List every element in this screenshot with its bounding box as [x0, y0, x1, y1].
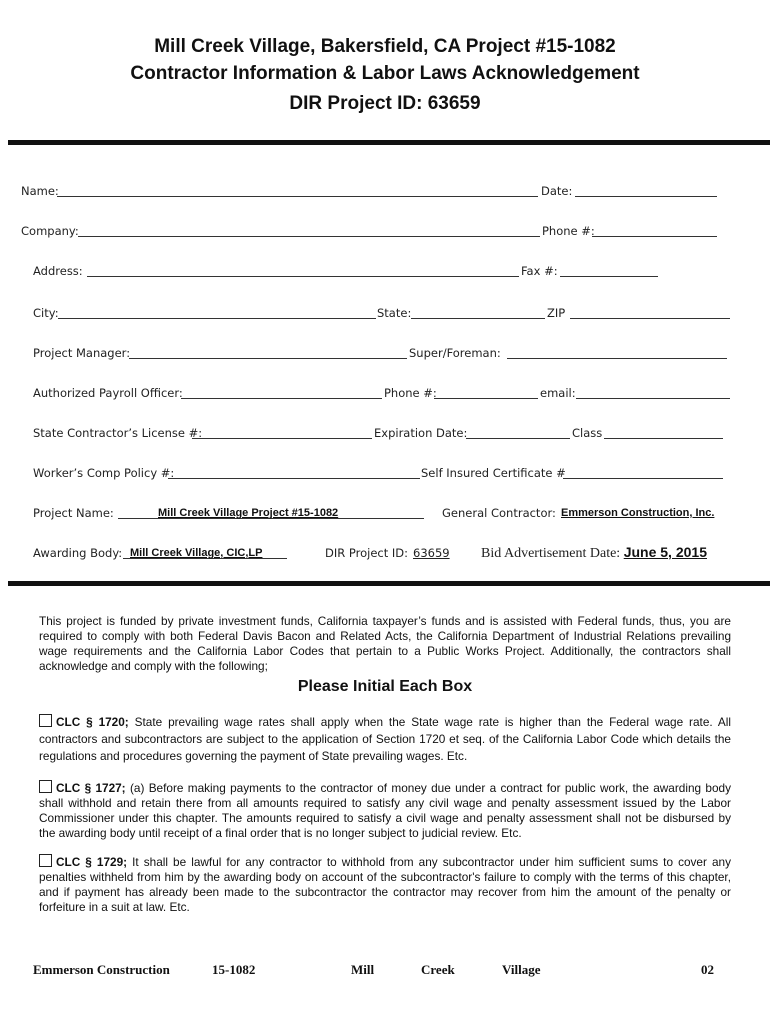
address-field[interactable] [87, 264, 519, 277]
top-divider [8, 140, 770, 145]
clc-1727-label: CLC § 1727; [56, 781, 126, 795]
email-field[interactable] [576, 386, 730, 399]
clc-1727-text: (a) Before making payments to the contractor of money due under a contract for public work, the awarding body shall withhold and retain there from all amounts required to satisfy any civil wage and penalty assessment issued by the Labor Commissioner under this chapter. The amounts required to satisfy a civil wage and penalty assessment shall not be disbursed by the awarding body until receipt of a final order that is no longer subject to judicial review. Etc. [39, 781, 731, 840]
clc-1729-label: CLC § 1729; [56, 855, 128, 869]
footer-word-creek: Creek [421, 962, 455, 977]
payroll-officer-label: Authorized Payroll Officer: [33, 386, 183, 400]
initial-checkbox-1727[interactable] [39, 780, 52, 793]
initial-checkbox-1729[interactable] [39, 854, 52, 867]
zip-field[interactable] [570, 306, 730, 319]
bid-advertisement [481, 544, 707, 562]
name-label: Name: [21, 184, 59, 198]
bottom-divider [8, 581, 770, 586]
project-name-value: Mill Creek Village Project #15-1082 [158, 507, 339, 519]
clc-1720-paragraph [39, 714, 731, 765]
state-field[interactable] [411, 306, 545, 319]
date-label: Date: [541, 184, 573, 198]
fax-label: Fax #: [521, 264, 558, 278]
awarding-body-label: Awarding Body: [33, 546, 123, 560]
class-label: Class [572, 426, 603, 440]
clc-1720-text: State prevailing wage rates shall apply when the State wage rate is higher than the Federal wage rate. All contractors and subcontractors are subject to the application of Section 1720 et seq. of the California Labor Code which details the regulations and procedures governing the payment of State prevailing wages. Etc. [39, 715, 732, 763]
license-field[interactable] [192, 426, 372, 439]
doc-title-line3: DIR Project ID: 63659 [289, 93, 481, 114]
clc-1720-label: CLC § 1720; [56, 715, 129, 729]
doc-title-line2: Contractor Information & Labor Laws Acknowledgement [130, 63, 640, 84]
expiration-label: Expiration Date: [374, 426, 468, 440]
phone2-field[interactable] [434, 386, 538, 399]
clc-1729-text: It shall be lawful for any contractor to withhold from any subcontractor under him sufficient sums to cover any penalties withheld from him by the awarding body on account of the subcontractor's failure to comply with the terms of this chapter, and if payment has already been made to the subcontractor the contractor may recover from him the amount of the penalty or forfeiture in a suit at law. Etc. [39, 855, 731, 914]
self-insured-label: Self Insured Certificate # [421, 466, 566, 480]
general-contractor-value: Emmerson Construction, Inc. [561, 507, 715, 519]
payroll-officer-field[interactable] [181, 386, 382, 399]
workers-comp-field[interactable] [168, 466, 420, 479]
email-label: email: [540, 386, 576, 400]
dir-project-label: DIR Project ID: [325, 546, 409, 560]
project-manager-label: Project Manager: [33, 346, 131, 360]
city-label: City: [33, 306, 59, 320]
bid-advertisement-value: June 5, 2015 [623, 544, 707, 560]
project-manager-field[interactable] [129, 346, 407, 359]
footer-word-mill: Mill [351, 962, 375, 977]
name-field[interactable] [57, 184, 538, 197]
initial-heading: Please Initial Each Box [297, 678, 473, 695]
dir-project-value: 63659 [413, 546, 450, 560]
footer-company: Emmerson Construction [33, 962, 170, 977]
footer-page-number: 02 [701, 962, 714, 977]
expiration-field[interactable] [466, 426, 570, 439]
fax-field[interactable] [560, 264, 658, 277]
self-insured-field[interactable] [563, 466, 723, 479]
phone2-label: Phone #: [384, 386, 437, 400]
project-name-label: Project Name: [33, 506, 114, 520]
workers-comp-label: Worker’s Comp Policy #: [33, 466, 175, 480]
doc-title-line1: Mill Creek Village, Bakersfield, CA Project #15-1082 [154, 36, 616, 57]
date-field[interactable] [575, 184, 717, 197]
intro-paragraph: This project is funded by private investment funds, California taxpayer’s funds and is assisted with Federal funds, thus, you are required to comply with both Federal Davis Bacon and Related Acts, the California Department of Industrial Relations prevailing wage requirements and the California Labor Codes that pertain to a Public Works Project. Additionally, the contractors shall acknowledge and comply with the following; [39, 614, 731, 673]
class-field[interactable] [604, 426, 723, 439]
initial-checkbox-1720[interactable] [39, 714, 52, 727]
zip-label: ZIP [547, 306, 566, 320]
super-foreman-label: Super/Foreman: [409, 346, 501, 360]
city-field[interactable] [58, 306, 376, 319]
footer-word-village: Village [502, 962, 541, 977]
awarding-body-value: Mill Creek Village, CIC,LP [130, 547, 263, 559]
license-label: State Contractor’s License #: [33, 426, 203, 440]
super-foreman-field[interactable] [507, 346, 727, 359]
phone-label: Phone #: [542, 224, 595, 238]
general-contractor-label: General Contractor: [442, 506, 556, 520]
clc-1727-paragraph [39, 780, 731, 841]
bid-advertisement-label: Bid Advertisement Date: [481, 546, 621, 561]
clc-1729-paragraph [39, 854, 731, 915]
phone-field[interactable] [592, 224, 717, 237]
company-label: Company: [21, 224, 79, 238]
footer-project-number: 15-1082 [212, 962, 256, 977]
company-field[interactable] [78, 224, 540, 237]
address-label: Address: [33, 264, 83, 278]
state-label: State: [377, 306, 412, 320]
